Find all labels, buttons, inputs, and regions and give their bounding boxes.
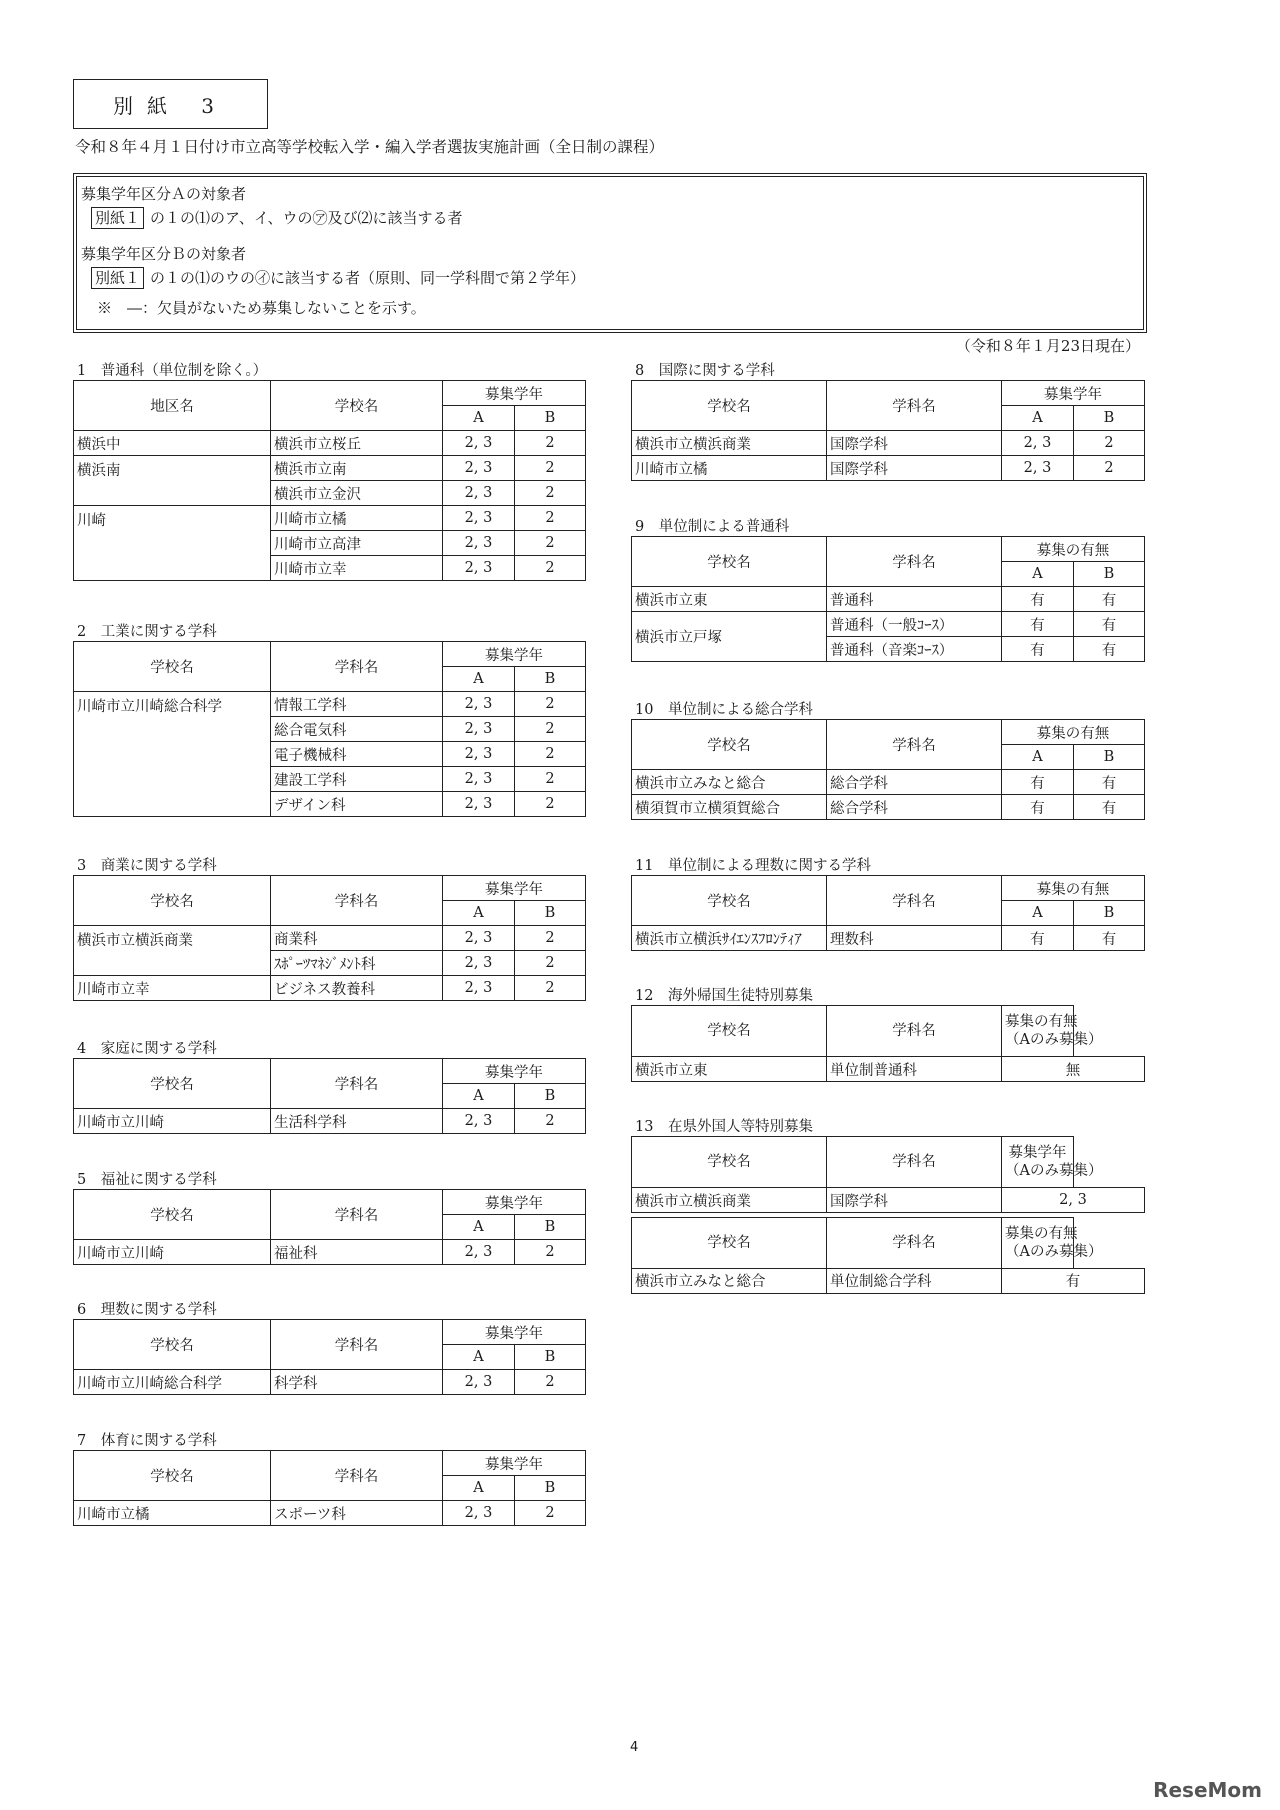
value-cell: 2 [1074, 456, 1145, 481]
header-row [74, 642, 586, 667]
group-header: 募集学年 [443, 1059, 586, 1084]
section-table [631, 1136, 1145, 1213]
value-cell: 2, 3 [443, 767, 515, 792]
attachment-label: 別紙 3 [73, 79, 268, 129]
section-title: 13 在県外国人等特別募集 [635, 1119, 813, 1135]
section-title: 5 福祉に関する学科 [77, 1172, 217, 1188]
school-cell: 横浜市立東 [632, 1057, 827, 1082]
value-cell: 2 [515, 926, 586, 951]
school-cell: 横浜南 [74, 456, 271, 506]
school-cell: 横浜市立戸塚 [632, 612, 827, 662]
watermark-logo: ReseMom [1153, 1778, 1262, 1802]
school-cell: 横浜市立横浜商業 [632, 431, 827, 456]
header-row [632, 1137, 1145, 1188]
course-cell: 普通科（一般ｺｰｽ） [827, 612, 1002, 637]
course-cell: 横浜市立南 [271, 456, 443, 481]
value-cell: 2 [515, 792, 586, 817]
column-header: 学校名 [74, 1190, 271, 1240]
value-cell: 2 [515, 692, 586, 717]
value-cell: 有 [1002, 926, 1074, 951]
table-row [632, 926, 1145, 951]
course-cell: 横浜市立桜丘 [271, 431, 443, 456]
column-header-a: A [443, 1215, 515, 1240]
header-row [74, 1320, 586, 1345]
section-table [73, 1319, 586, 1395]
column-header: 学科名 [271, 642, 443, 692]
school-cell: 横浜市立みなと総合 [632, 770, 827, 795]
column-header: 学科名 [271, 1059, 443, 1109]
value-cell: 2, 3 [1002, 1188, 1145, 1213]
school-cell: 横須賀市立横須賀総合 [632, 795, 827, 820]
group-header [1002, 1006, 1103, 1057]
value-cell: 2 [515, 456, 586, 481]
section-table [73, 380, 586, 581]
section-title: 7 体育に関する学科 [77, 1433, 217, 1449]
column-header: 学校名 [632, 1006, 827, 1057]
value-cell: 有 [1074, 587, 1145, 612]
school-cell: 川崎市立川崎総合科学 [74, 1370, 271, 1395]
column-header: 学校名 [632, 1137, 827, 1188]
school-cell: 横浜市立横浜商業 [632, 1188, 827, 1213]
group-b-heading: 募集学年区分Ｂの対象者 [81, 245, 247, 263]
section-table [73, 875, 586, 1001]
value-cell: 2, 3 [443, 1240, 515, 1265]
section-table [631, 1217, 1145, 1294]
group-header-label: 募集学年 [1008, 1145, 1067, 1161]
section-title: 11 単位制による理数に関する学科 [635, 858, 871, 874]
course-cell: 単位制総合学科 [827, 1268, 1002, 1293]
course-cell: 国際学科 [827, 456, 1002, 481]
as-of-date: （令和８年１月23日現在） [955, 337, 1140, 355]
column-header-b: B [515, 667, 586, 692]
course-cell: 総合電気科 [271, 717, 443, 742]
school-cell: 川崎市立橘 [632, 456, 827, 481]
table-row [632, 1188, 1145, 1213]
course-cell: 理数科 [827, 926, 1002, 951]
column-header: 学校名 [632, 537, 827, 587]
table-row [632, 1057, 1145, 1082]
value-cell: 2, 3 [443, 1501, 515, 1526]
value-cell: 有 [1002, 612, 1074, 637]
school-cell: 横浜市立横浜ｻｲｴﾝｽﾌﾛﾝﾃｨｱ [632, 926, 827, 951]
table-row [74, 506, 586, 531]
value-cell: 2, 3 [443, 692, 515, 717]
column-header: 学科名 [827, 1217, 1002, 1268]
value-cell: 有 [1002, 637, 1074, 662]
value-cell: 2, 3 [443, 556, 515, 581]
value-cell: 2 [515, 951, 586, 976]
plan-title: 令和８年４月１日付け市立高等学校転入学・編入学者選抜実施計画（全日制の課程） [75, 138, 665, 156]
group-header: 募集学年 [443, 642, 586, 667]
target-criteria-box [73, 173, 1147, 333]
column-header-a: A [443, 1345, 515, 1370]
note: ※ ―：欠員がないため募集しないことを示す。 [97, 299, 426, 317]
column-header: 学科名 [827, 537, 1002, 587]
section-table [73, 1450, 586, 1526]
course-cell: 単位制普通科 [827, 1057, 1002, 1082]
column-header-b: B [1074, 562, 1145, 587]
value-cell: 2, 3 [1002, 456, 1074, 481]
column-header: 学校名 [74, 876, 271, 926]
column-header: 学校名 [74, 1320, 271, 1370]
course-cell: 情報工学科 [271, 692, 443, 717]
school-cell: 川崎市立幸 [74, 976, 271, 1001]
course-cell: 電子機械科 [271, 742, 443, 767]
value-cell: 2, 3 [443, 926, 515, 951]
value-cell: 2 [515, 742, 586, 767]
course-cell: ビジネス教養科 [271, 976, 443, 1001]
header-row [74, 381, 586, 406]
column-header: 学科名 [271, 876, 443, 926]
section-table [73, 1189, 586, 1265]
course-cell: 普通科（音楽ｺｰｽ） [827, 637, 1002, 662]
course-cell: スポーツ科 [271, 1501, 443, 1526]
value-cell: 2, 3 [443, 951, 515, 976]
column-header: 学科名 [827, 720, 1002, 770]
column-header-b: B [1074, 406, 1145, 431]
column-header-a: A [1002, 901, 1074, 926]
table-row [632, 431, 1145, 456]
value-cell: 有 [1002, 587, 1074, 612]
school-cell: 川崎市立川崎 [74, 1109, 271, 1134]
column-header: 学校名 [74, 1059, 271, 1109]
section-table [631, 380, 1145, 481]
value-cell: 2, 3 [1002, 431, 1074, 456]
header-row [632, 1217, 1145, 1268]
value-cell: 有 [1074, 637, 1145, 662]
column-header-a: A [443, 1084, 515, 1109]
column-header: 学校名 [271, 381, 443, 431]
table-row [632, 612, 1145, 637]
header-row [632, 720, 1145, 745]
value-cell: 2, 3 [443, 481, 515, 506]
column-header: 学校名 [632, 381, 827, 431]
group-header-note: （Aのみ募集） [1005, 1163, 1103, 1179]
group-header-label: 募集の有無 [1005, 1014, 1078, 1030]
value-cell: 2 [515, 1501, 586, 1526]
group-header-note: （Aのみ募集） [1005, 1243, 1103, 1260]
course-cell: 生活科学科 [271, 1109, 443, 1134]
column-header: 学校名 [632, 1217, 827, 1268]
column-header-b: B [515, 1476, 586, 1501]
value-cell: 2, 3 [443, 531, 515, 556]
table-row [74, 1501, 586, 1526]
value-cell: 2 [515, 1240, 586, 1265]
column-header: 学科名 [827, 381, 1002, 431]
header-row [74, 1059, 586, 1084]
column-header-b: B [515, 406, 586, 431]
header-row [632, 1006, 1145, 1057]
section-title: 12 海外帰国生徒特別募集 [635, 988, 813, 1004]
table-row [632, 1268, 1145, 1293]
table-row [74, 1109, 586, 1134]
section-title: 6 理数に関する学科 [77, 1302, 217, 1318]
table-row [74, 976, 586, 1001]
course-cell: ｽﾎﾟｰﾂﾏﾈｼﾞﾒﾝﾄ科 [271, 951, 443, 976]
column-header-b: B [515, 901, 586, 926]
school-cell: 川崎市立川崎 [74, 1240, 271, 1265]
course-cell: 川崎市立橘 [271, 506, 443, 531]
section-title: 3 商業に関する学科 [77, 858, 217, 874]
column-header-b: B [1074, 745, 1145, 770]
section-title: 1 普通科（単位制を除く。） [77, 363, 268, 379]
table-row [632, 795, 1145, 820]
column-header: 学科名 [827, 876, 1002, 926]
column-header-a: A [443, 667, 515, 692]
course-cell: 福祉科 [271, 1240, 443, 1265]
group-b-reference: 別紙１ [91, 267, 144, 289]
column-header-b: B [515, 1345, 586, 1370]
column-header: 学校名 [632, 876, 827, 926]
value-cell: 2, 3 [443, 1370, 515, 1395]
group-a-heading: 募集学年区分Ａの対象者 [81, 185, 247, 203]
section-title: 4 家庭に関する学科 [77, 1041, 217, 1057]
value-cell: 2 [515, 506, 586, 531]
group-header [1002, 1137, 1103, 1188]
course-cell: 商業科 [271, 926, 443, 951]
value-cell: 2 [515, 717, 586, 742]
group-header: 募集の有無 [1002, 876, 1145, 901]
table-row [74, 692, 586, 717]
column-header-b: B [515, 1215, 586, 1240]
value-cell: 有 [1002, 795, 1074, 820]
column-header: 学科名 [827, 1006, 1002, 1057]
school-cell: 横浜市立東 [632, 587, 827, 612]
group-header: 募集学年 [443, 1190, 586, 1215]
header-row [632, 537, 1145, 562]
value-cell: 有 [1002, 1268, 1145, 1293]
course-cell: 国際学科 [827, 431, 1002, 456]
value-cell: 有 [1002, 770, 1074, 795]
column-header-a: A [443, 406, 515, 431]
section-title: 2 工業に関する学科 [77, 624, 217, 640]
column-header: 学校名 [74, 642, 271, 692]
group-b-criteria [91, 267, 585, 288]
column-header: 学科名 [271, 1320, 443, 1370]
school-cell: 横浜中 [74, 431, 271, 456]
group-header-label: 募集の有無 [1005, 1225, 1078, 1242]
value-cell: 有 [1074, 612, 1145, 637]
group-header: 募集学年 [443, 876, 586, 901]
table-row [74, 1370, 586, 1395]
group-a-reference: 別紙１ [91, 207, 144, 229]
section-table [73, 641, 586, 817]
value-cell: 2 [515, 976, 586, 1001]
column-header-a: A [443, 1476, 515, 1501]
course-cell: 普通科 [827, 587, 1002, 612]
course-cell: 国際学科 [827, 1188, 1002, 1213]
header-row [632, 381, 1145, 406]
column-header-a: A [1002, 406, 1074, 431]
group-header: 募集学年 [443, 1320, 586, 1345]
value-cell: 無 [1002, 1057, 1145, 1082]
value-cell: 2 [515, 531, 586, 556]
header-row [74, 1190, 586, 1215]
course-cell: 総合学科 [827, 770, 1002, 795]
value-cell: 2 [515, 1370, 586, 1395]
value-cell: 2 [1074, 431, 1145, 456]
value-cell: 2, 3 [443, 742, 515, 767]
section-table [631, 1005, 1145, 1082]
value-cell: 2, 3 [443, 456, 515, 481]
table-row [74, 431, 586, 456]
column-header-b: B [1074, 901, 1145, 926]
group-header: 募集学年 [1002, 381, 1145, 406]
column-header-a: A [443, 901, 515, 926]
section-table [631, 875, 1145, 951]
table-row [74, 456, 586, 481]
value-cell: 2 [515, 767, 586, 792]
section-table [73, 1058, 586, 1134]
course-cell: 川崎市立幸 [271, 556, 443, 581]
column-header-a: A [1002, 745, 1074, 770]
column-header: 学校名 [74, 1451, 271, 1501]
header-row [74, 876, 586, 901]
value-cell: 2, 3 [443, 717, 515, 742]
group-header [1002, 1217, 1103, 1268]
value-cell: 2, 3 [443, 431, 515, 456]
table-row [632, 587, 1145, 612]
value-cell: 2, 3 [443, 792, 515, 817]
course-cell: 川崎市立高津 [271, 531, 443, 556]
column-header: 学校名 [632, 720, 827, 770]
course-cell: 建設工学科 [271, 767, 443, 792]
column-header-b: B [515, 1084, 586, 1109]
course-cell: 科学科 [271, 1370, 443, 1395]
table-row [74, 1240, 586, 1265]
school-cell: 川崎市立川崎総合科学 [74, 692, 271, 817]
value-cell: 2, 3 [443, 1109, 515, 1134]
group-header: 募集の有無 [1002, 720, 1145, 745]
column-header: 学科名 [271, 1190, 443, 1240]
header-row [632, 876, 1145, 901]
section-table [631, 536, 1145, 662]
school-cell: 横浜市立みなと総合 [632, 1268, 827, 1293]
group-header: 募集学年 [443, 381, 586, 406]
value-cell: 2 [515, 431, 586, 456]
value-cell: 2, 3 [443, 506, 515, 531]
section-title: 9 単位制による普通科 [635, 519, 790, 535]
value-cell: 有 [1074, 926, 1145, 951]
column-header-a: A [1002, 562, 1074, 587]
column-header: 学科名 [827, 1137, 1002, 1188]
group-a-criteria [91, 207, 462, 228]
value-cell: 2 [515, 481, 586, 506]
section-title: 10 単位制による総合学科 [635, 702, 813, 718]
value-cell: 有 [1074, 770, 1145, 795]
group-a-text: の１の⑴のア、イ、ウの㋐及び⑵に該当する者 [150, 209, 463, 227]
course-cell: デザイン科 [271, 792, 443, 817]
course-cell: 横浜市立金沢 [271, 481, 443, 506]
header-row [74, 1451, 586, 1476]
column-header: 地区名 [74, 381, 271, 431]
group-header-note: （Aのみ募集） [1005, 1032, 1103, 1048]
school-cell: 川崎市立橘 [74, 1501, 271, 1526]
page-number: 4 [630, 1740, 639, 1755]
value-cell: 有 [1074, 795, 1145, 820]
school-cell: 川崎 [74, 506, 271, 581]
school-cell: 横浜市立横浜商業 [74, 926, 271, 976]
value-cell: 2 [515, 556, 586, 581]
column-header: 学科名 [271, 1451, 443, 1501]
section-table [631, 719, 1145, 820]
course-cell: 総合学科 [827, 795, 1002, 820]
section-title: 8 国際に関する学科 [635, 363, 775, 379]
group-header: 募集学年 [443, 1451, 586, 1476]
table-row [632, 770, 1145, 795]
value-cell: 2, 3 [443, 976, 515, 1001]
value-cell: 2 [515, 1109, 586, 1134]
group-b-text: の１の⑴のウの㋑に該当する者（原則、同一学科間で第２学年） [150, 269, 586, 287]
table-row [632, 456, 1145, 481]
table-row [74, 926, 586, 951]
group-header: 募集の有無 [1002, 537, 1145, 562]
